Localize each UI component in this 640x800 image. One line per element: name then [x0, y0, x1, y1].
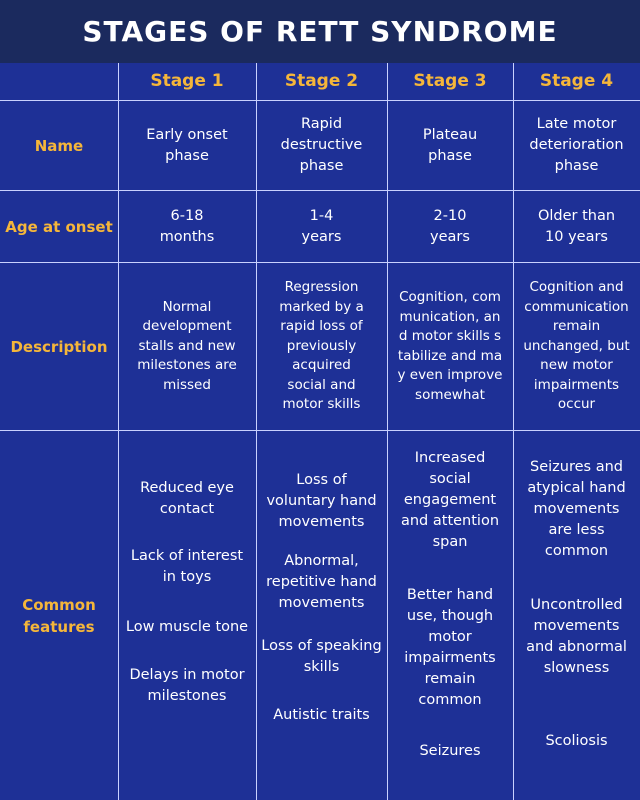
stage-4-features: [513, 431, 640, 800]
stage-3-header: Stage 3: [413, 71, 487, 91]
feature-item: Low muscle tone: [125, 619, 249, 635]
stage-4-name: Late motor deterioration phase: [529, 116, 624, 174]
feature-item: Autistic traits: [273, 707, 370, 723]
description-row: [0, 263, 640, 430]
stage-3-description: Cognition, communication, and motor skills stabilize and may even improve somewhat: [397, 289, 503, 403]
stage-3-age: 2-10 years: [430, 207, 470, 245]
stage-2-features: [256, 431, 387, 800]
feature-item: Increased social engagement and attention span: [400, 450, 500, 550]
feature-item: Reduced eye contact: [140, 480, 234, 517]
page-title: STAGES OF RETT SYNDROME: [82, 15, 558, 48]
stage-1-description: Normal development stalls and new milestones are missed: [137, 298, 237, 393]
feature-item: Uncontrolled movements and abnormal slowness: [526, 597, 627, 676]
stage-2-header: Stage 2: [284, 71, 359, 91]
stage-1-name: Early onset phase: [146, 126, 228, 164]
stage-2-description: Regression marked by a rapid loss of previously acquired social and motor skills: [279, 279, 364, 413]
row-label-features: Common features: [22, 595, 96, 636]
feature-item: Delays in motor milestones: [129, 667, 245, 704]
stage-header-row: [0, 63, 640, 100]
feature-item: Seizures: [419, 743, 481, 759]
stage-1-features: [118, 431, 256, 800]
stage-4-age: Older than 10 years: [537, 207, 616, 245]
feature-item: Scoliosis: [545, 733, 608, 749]
stage-3-name: Plateau phase: [422, 126, 478, 164]
stage-1-header: Stage 1: [150, 71, 224, 91]
stage-2-age: 1-4 years: [301, 207, 342, 245]
feature-item: Better hand use, though motor impairments remain common: [404, 587, 496, 708]
feature-item: Loss of speaking skills: [261, 638, 382, 675]
stage-3-features: [387, 431, 513, 800]
stage-4-header: Stage 4: [539, 71, 614, 91]
stage-1-age: 6-18 months: [159, 207, 215, 245]
row-label-age: Age at onset: [5, 217, 113, 236]
features-row: [0, 431, 640, 800]
row-label-name: Name: [34, 136, 84, 155]
title-banner: [0, 0, 640, 63]
name-row: [0, 101, 640, 190]
feature-item: Abnormal, repetitive hand movements: [266, 553, 377, 611]
feature-item: Seizures and atypical hand movements are less common: [527, 459, 626, 559]
stage-4-description: Cognition and communication remain unchanged, but new motor impairments occur: [523, 279, 630, 413]
stage-2-name: Rapid destructive phase: [280, 116, 363, 174]
age-row: [0, 191, 640, 262]
feature-item: Loss of voluntary hand movements: [266, 472, 377, 530]
feature-item: Lack of interest in toys: [130, 548, 244, 585]
row-label-description: Description: [10, 337, 108, 356]
